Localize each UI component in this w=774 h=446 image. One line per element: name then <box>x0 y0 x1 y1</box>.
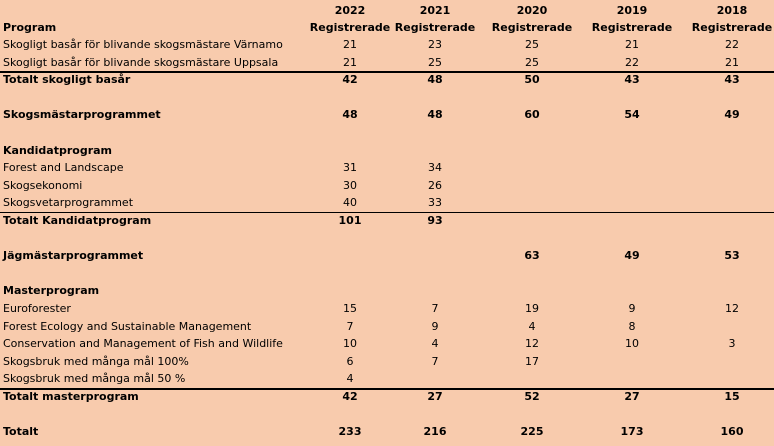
table-row <box>0 106 774 123</box>
row-label: Totalt skogligt basår <box>3 73 131 87</box>
value-2020 <box>487 406 577 423</box>
value-2020 <box>487 230 577 247</box>
value-2022 <box>305 89 395 106</box>
value-2018: 160 <box>720 425 744 439</box>
column-header: Registrerade <box>309 21 391 34</box>
value-2021 <box>390 142 480 159</box>
value-2019 <box>587 353 677 370</box>
table-row <box>0 335 774 352</box>
value-2018 <box>687 124 774 141</box>
value-2022: 233 <box>338 425 362 439</box>
value-2021 <box>390 265 480 282</box>
table-row <box>0 124 774 141</box>
value-2020 <box>487 124 577 141</box>
value-2019 <box>587 142 677 159</box>
row-label: Conservation and Management of Fish and Wildlife <box>3 337 283 351</box>
value-2020: 25 <box>525 38 539 51</box>
table-row <box>0 406 774 423</box>
value-2020: 60 <box>524 108 540 122</box>
table-row <box>0 318 774 335</box>
table-row <box>0 300 774 317</box>
value-2019 <box>587 265 677 282</box>
row-label: Skogsekonomi <box>3 178 83 192</box>
value-2019 <box>587 194 677 211</box>
value-2022: 7 <box>346 319 354 333</box>
value-2022: 21 <box>343 38 357 51</box>
table-row <box>0 423 774 440</box>
value-2021: 48 <box>427 108 443 122</box>
value-2020: 25 <box>525 55 539 69</box>
table-row <box>0 36 774 53</box>
year-row <box>0 2 774 19</box>
column-header: Registrerade <box>691 21 773 34</box>
value-2021 <box>390 406 480 423</box>
value-2022: 101 <box>338 214 362 227</box>
value-2022: 42 <box>342 73 358 87</box>
value-2020: 17 <box>525 354 539 368</box>
value-2018 <box>687 212 774 229</box>
value-2019 <box>587 124 677 141</box>
row-label: Kandidatprogram <box>3 143 113 157</box>
table-row <box>0 54 774 71</box>
row-label: Euroforester <box>3 302 71 315</box>
value-2019: 21 <box>625 38 639 51</box>
value-2019 <box>587 212 677 229</box>
value-2018 <box>687 406 774 423</box>
value-2021: 216 <box>423 425 447 439</box>
value-2019: 27 <box>624 390 640 403</box>
value-2022: 15 <box>343 302 357 315</box>
value-2020 <box>487 212 577 229</box>
value-2018: 3 <box>728 337 736 351</box>
value-2021: 23 <box>428 38 442 51</box>
value-2020 <box>487 89 577 106</box>
year-2018: 2018 <box>716 4 748 17</box>
column-header: Registrerade <box>591 21 673 34</box>
table-row <box>0 247 774 264</box>
value-2019: 54 <box>624 108 640 122</box>
value-2018 <box>687 282 774 299</box>
value-2021: 9 <box>431 319 439 333</box>
value-2022: 6 <box>346 354 354 368</box>
value-2020 <box>487 159 577 176</box>
row-label: Forest Ecology and Sustainable Management <box>3 319 252 333</box>
row-label: Forest and Landscape <box>3 161 124 175</box>
value-2022: 4 <box>346 372 354 386</box>
value-2022 <box>305 230 395 247</box>
value-2020 <box>487 177 577 194</box>
value-2022 <box>305 142 395 159</box>
value-2021 <box>390 247 480 264</box>
value-2022 <box>305 406 395 423</box>
value-2021: 34 <box>428 161 442 175</box>
value-2018: 21 <box>725 55 739 69</box>
value-2021: 27 <box>427 390 443 403</box>
value-2018 <box>687 230 774 247</box>
value-2022: 42 <box>342 390 358 403</box>
row-label: Totalt masterprogram <box>3 390 139 403</box>
value-2021: 26 <box>428 178 442 192</box>
value-2018 <box>687 177 774 194</box>
table-row <box>0 89 774 106</box>
value-2020: 4 <box>528 319 536 333</box>
value-2021: 93 <box>427 214 443 227</box>
row-label: Skogsmästarprogrammet <box>3 108 161 122</box>
value-2018 <box>687 265 774 282</box>
value-2022: 30 <box>343 178 357 192</box>
value-2020: 52 <box>524 390 540 403</box>
year-2022: 2022 <box>334 4 366 17</box>
value-2022: 21 <box>343 55 357 69</box>
value-2019 <box>587 159 677 176</box>
value-2022 <box>305 265 395 282</box>
value-2018 <box>687 89 774 106</box>
table-row <box>0 177 774 194</box>
value-2020: 19 <box>525 302 539 315</box>
value-2021: 7 <box>431 354 439 368</box>
value-2019: 49 <box>624 249 640 263</box>
value-2018 <box>687 194 774 211</box>
row-label: Skogsvetarprogrammet <box>3 196 134 210</box>
value-2020 <box>487 282 577 299</box>
row-label: Skogligt basår för blivande skogsmästare Värnamo <box>3 38 283 51</box>
value-2020: 50 <box>524 73 540 87</box>
value-2021 <box>390 124 480 141</box>
value-2019: 8 <box>628 319 636 333</box>
table-row <box>0 71 774 88</box>
value-2018 <box>687 159 774 176</box>
table-row <box>0 194 774 211</box>
value-2018 <box>687 370 774 387</box>
value-2021 <box>390 370 480 387</box>
value-2021: 33 <box>428 196 442 210</box>
year-2020: 2020 <box>516 4 548 17</box>
value-2022 <box>305 282 395 299</box>
value-2022 <box>305 124 395 141</box>
value-2018: 12 <box>725 302 739 315</box>
table-row <box>0 282 774 299</box>
value-2020: 63 <box>524 249 540 263</box>
table-row <box>0 353 774 370</box>
value-2018: 15 <box>724 390 740 403</box>
value-2021: 48 <box>427 73 443 87</box>
row-label: Skogsbruk med många mål 100% <box>3 354 189 368</box>
value-2018: 53 <box>724 249 740 263</box>
value-2018 <box>687 318 774 335</box>
table-row <box>0 388 774 405</box>
value-2021: 4 <box>431 337 439 351</box>
value-2019: 9 <box>628 302 636 315</box>
value-2021: 25 <box>428 55 442 69</box>
value-2021 <box>390 230 480 247</box>
program-header: Program <box>3 21 57 34</box>
value-2021 <box>390 282 480 299</box>
value-2021: 7 <box>431 302 439 315</box>
value-2022 <box>305 247 395 264</box>
table-row <box>0 370 774 387</box>
value-2019 <box>587 282 677 299</box>
column-header: Registrerade <box>394 21 476 34</box>
value-2019: 43 <box>624 73 640 87</box>
row-label: Skogsbruk med många mål 50 % <box>3 372 186 386</box>
row-label: Skogligt basår för blivande skogsmästare Uppsala <box>3 55 279 69</box>
value-2022: 31 <box>343 161 357 175</box>
table-row <box>0 159 774 176</box>
table-row <box>0 265 774 282</box>
value-2019 <box>587 370 677 387</box>
row-label: Jägmästarprogrammet <box>3 249 144 263</box>
value-2019 <box>587 230 677 247</box>
value-2019 <box>587 177 677 194</box>
value-2020 <box>487 265 577 282</box>
value-2020 <box>487 194 577 211</box>
value-2022: 48 <box>342 108 358 122</box>
value-2018: 22 <box>725 38 739 51</box>
value-2020 <box>487 142 577 159</box>
column-header: Registrerade <box>491 21 573 34</box>
value-2019: 22 <box>625 55 639 69</box>
value-2019 <box>587 89 677 106</box>
value-2018: 43 <box>724 73 740 87</box>
year-2019: 2019 <box>616 4 648 17</box>
value-2021 <box>390 89 480 106</box>
value-2019: 173 <box>620 425 644 439</box>
row-label: Totalt Kandidatprogram <box>3 214 152 227</box>
value-2022: 40 <box>343 196 357 210</box>
value-2020: 225 <box>520 425 544 439</box>
table-row <box>0 142 774 159</box>
value-2018 <box>687 142 774 159</box>
row-label: Totalt <box>3 425 39 439</box>
year-2021: 2021 <box>419 4 451 17</box>
row-label: Masterprogram <box>3 284 100 298</box>
value-2018 <box>687 353 774 370</box>
table-row <box>0 230 774 247</box>
value-2019: 10 <box>625 337 639 351</box>
value-2018: 49 <box>724 108 740 122</box>
table-row <box>0 212 774 229</box>
value-2022: 10 <box>343 337 357 351</box>
value-2020: 12 <box>525 337 539 351</box>
value-2020 <box>487 370 577 387</box>
header-row <box>0 19 774 36</box>
value-2019 <box>587 406 677 423</box>
